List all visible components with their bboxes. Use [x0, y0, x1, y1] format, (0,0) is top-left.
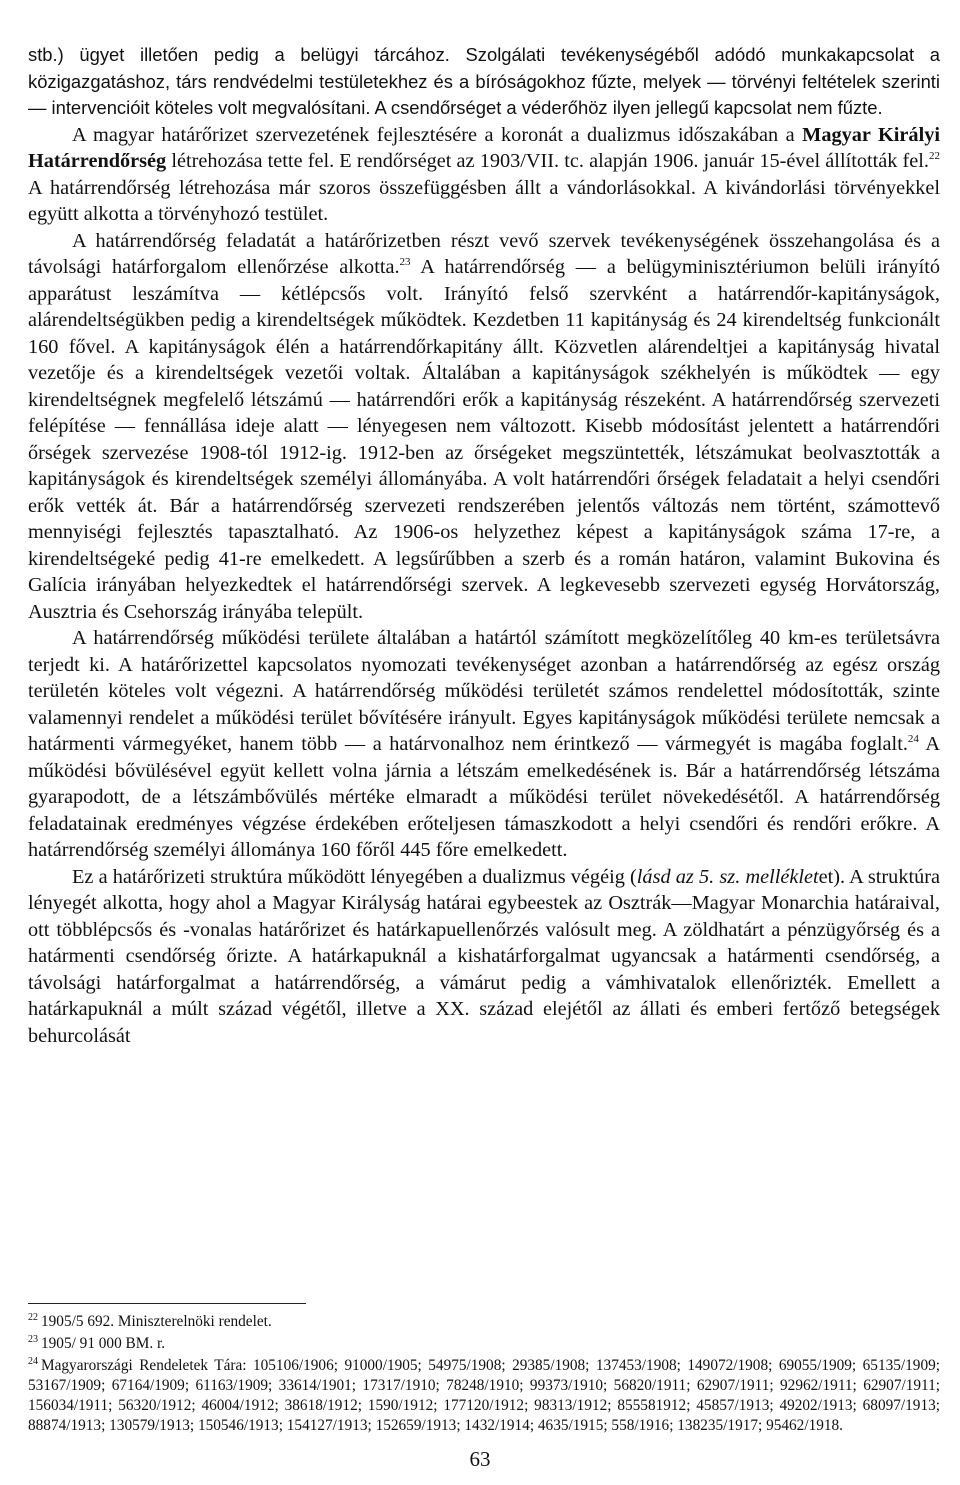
main-text: [28, 42, 940, 1049]
footnote-ref-23: 23: [399, 256, 411, 269]
footnote-23: [28, 1334, 940, 1354]
paragraph-3-text-a: A határrendőrség feladatát a határőrizetben részt vevő szervek tevékenységének összehangolása és a távolsági határforgalom ellenőrzése alkotta.: [28, 229, 940, 278]
paragraph-5-italic-ref: lásd az 5. sz. melléklet: [636, 865, 819, 888]
paragraph-2-bold-term: Magyar Királyi Határrendőrség: [28, 123, 940, 172]
paragraph-5-text-a: Ez a határőrizeti struktúra működött lényegében a dualizmus végéig (: [72, 865, 637, 888]
paragraph-4: [28, 625, 940, 864]
footnote-text: 1905/5 692. Miniszterelnöki rendelet.: [41, 1313, 272, 1330]
page-body: [28, 42, 940, 1049]
footnote-ref-24: 24: [907, 733, 919, 746]
footnote-text: 1905/ 91 000 BM. r.: [41, 1335, 166, 1352]
footnote-number: 22: [28, 1311, 38, 1323]
footnote-ref-22: 22: [929, 150, 940, 163]
footnote-number: 24: [28, 1355, 38, 1367]
paragraph-2-text-c: A határrendőrség létrehozása már szoros összefüggésben állt a vándorlásokkal. A kivándorlási törvényekkel együtt alkotta a törvényhozó testület.: [28, 176, 940, 225]
paragraph-4-text-b: A működési bővülésével együt kellett volna járnia a létszám emelkedésének is. Bár a határrendőrség létszáma gyarapodott, de a létszámbővülés mértéke elmaradt a működési terület növekedésétől. A határrendőrség feladatainak eredményes végzése érdekében erőteljesen támaszkodott a helyi csendőri és rendőri erőkre. A határrendőrség személyi állománya 160 főről 445 főre emelkedett.: [28, 733, 940, 861]
paragraph-5: [28, 864, 940, 1050]
paragraph-3-text-b: A határrendőrség — a belügyminisztériumon belüli irányító apparátust leszámítva — kétlépcsős volt. Irányító felső szervként a határrendőr-kapitányságok, alárendeltségükben pedig a kirendeltségek működtek. Kezdetben 11 kapitányság és 24 kirendeltség funkcionált 160 fővel. A kapitányságok élén a határrendőrkapitány állt. Közvetlen alárendeltjei a kapitányság hivatal vezetője és a kirendeltségek vezetői voltak. Általában a kapitányságok székhelyén is működtek — egy kirendeltségnek megfelelő létszámú — határrendőri erők a kapitányság részeként. A határrendőrség szervezeti felépítése — fennállása ideje alatt — lényegesen nem változott. Kisebb módosítást jelentett a határrendőri őrségek szervezése 1908-tól 1912-ig. 1912-ben az őrségeket megszüntették, létszámukat beolvasztották a kapitányságok és kirendeltségek személyi állományába. A volt határrendőri őrségek feladatait a helyi csendőri erők vették át. Bár a határrendőrség szervezeti rendszerében jelentős változás nem történt, számottevő mennyiségi fejlesztés tapasztalható. Az 1906-os helyzethez képest a kapitányságok száma 17-re, a kirendeltségeké pedig 41-re emelkedett. A legsűrűbben a szerb és a román határon, valamint Bukovina és Galícia irányában helyezkedtek el határrendőrségi szervek. A legkevesebb szervezeti egység Horvátország, Ausztria és Csehország irányába települt.: [28, 256, 940, 623]
paragraph-2: [28, 122, 940, 228]
paragraph-5-text-b: et). A struktúra lényegét alkotta, hogy ahol a Magyar Királyság határai egybeestek az Osztrák—Magyar Monarchia határaival, ott többlépcsős és -vonalas határőrizet és határkapuellenőrzés valósult meg. A zöldhatárt a pénzügyőrség és a határmenti csendőrség őrizte. A határkapuknál a kishatárforgalmat ugyancsak a határmenti csendőrség, a távolsági határforgalmat a határrendőrség, a vámárut pedig a vámhivatalok ellenőrizték. Emellett a határkapuknál a múlt század végétől, illetve a XX. század elejétől az állati és emberi fertőző betegségek behurcolását: [28, 865, 940, 1047]
page-number: 63: [469, 1447, 491, 1471]
footnotes: [28, 1312, 940, 1438]
footnote-24: [28, 1356, 940, 1436]
paragraph-2-text-b: létrehozása tette fel. E rendőrséget az 1903/VII. tc. alapján 1906. január 15-ével állították fel.: [166, 150, 929, 172]
paragraph-3: [28, 228, 940, 626]
footnote-divider: [28, 1303, 306, 1304]
paragraph-2-text-a: A magyar határőrizet szervezetének fejlesztésére a koronát a dualizmus időszakában a: [72, 123, 803, 146]
footnote-22: [28, 1312, 940, 1332]
paragraph-1: stb.) ügyet illetően pedig a belügyi tárcához. Szolgálati tevékenységéből adódó munkakapcsolat a közigazgatáshoz, társ rendvédelmi testületekhez és a bíróságokhoz fűzte, melyek — törvényi feltételek szerinti — intervencióit köteles volt megvalósítani. A csendőrséget a véderőhöz ilyen jellegű kapcsolat nem fűzte.: [28, 44, 940, 118]
paragraph-4-text-a: A határrendőrség működési területe általában a határtól számított megközelítőleg 40 km-es területsávra terjedt ki. A határőrizettel kapcsolatos nyomozati tevékenységet azonban a határrendőrség az egész ország területén köteles volt végezni. A határrendőrség működési területét számos rendelettel módosították, szinte valamennyi rendelet a működési terület bővítésére irányult. Egyes kapitányságok működési területe nemcsak a határmenti vármegyéket, hanem több — a határvonalhoz nem érintkező — vármegyét is magába foglalt.: [28, 627, 940, 755]
footnote-number: 23: [28, 1333, 38, 1345]
footnote-text: Magyarországi Rendeletek Tára: 105106/1906; 91000/1905; 54975/1908; 29385/1908; 137453/1908; 149072/1908; 69055/1909; 65135/1909; 53167/1909; 67164/1909; 61163/1909; 33614/1901; 17317/1910; 78248/1910; 99373/1910; 56820/1911; 62907/1911; 92962/1911; 62907/1911; 156034/1911; 56320/1912; 46004/1912; 38618/1912; 1590/1912; 177120/1912; 98313/1912; 855581912; 45857/1913; 49202/1913; 68097/1913; 88874/1913; 130579/1913; 150546/1913; 154127/1913; 152659/1913; 1432/1914; 4635/1915; 558/1916; 138235/1917; 95462/1918.: [28, 1357, 940, 1434]
